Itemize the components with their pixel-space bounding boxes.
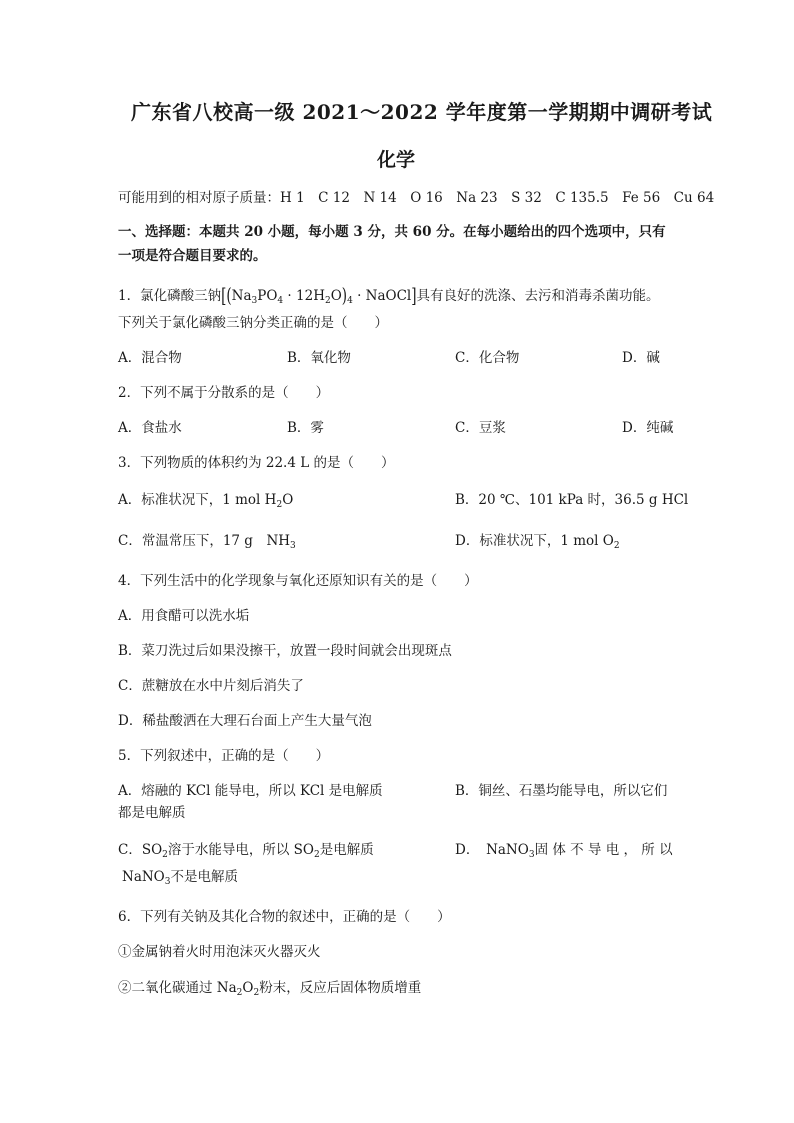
q3-option-d: D．标准状况下，1 mol $O_2$	[455, 533, 620, 551]
q2-option-b: B．雾	[287, 420, 324, 436]
question-4-stem: 4．下列生活中的化学现象与氧化还原知识有关的是（ ）	[118, 573, 478, 589]
q1-option-d: D．碱	[622, 350, 660, 366]
q1-stem-suffix: 具有良好的洗涤、去污和消毒杀菌功能。	[416, 288, 660, 304]
exam-title: 广东省八校高一级 2021～2022 学年度第一学期期中调研考试	[131, 100, 713, 124]
section1-instructions-line2: 一项是符合题目要求的。	[118, 248, 267, 264]
section1-instructions-line1: 一、选择题：本题共 20 小题，每小题 3 分，共 60 分。在每小题给出的四个选项中，只有	[118, 224, 666, 240]
q4-option-b: B．菜刀洗过后如果没擦干，放置一段时间就会出现斑点	[118, 643, 452, 659]
question-1-stem: 1．氯化磷酸三钠[$(Na_3PO_4 \cdot 12H_2O)_4$ · NaOCl]具有良好的洗涤、去污和消毒杀菌功能。	[118, 284, 660, 308]
q4-option-d: D．稀盐酸洒在大理石台面上产生大量气泡	[118, 713, 372, 729]
atomic-masses-line: 可能用到的相对原子质量：H 1 C 12 N 14 O 16 Na 23 S 32 C 135.5 Fe 56 Cu 64	[118, 190, 715, 206]
q3-option-c: C．常温常压下，17 g $NH_3$	[118, 533, 296, 551]
q5-option-d: D． NaNO$_3$固 体 不 导 电 ， 所 以	[455, 842, 673, 860]
q6-item-2: ②二氧化碳通过 $Na_2O_2$粉末，反应后固体物质增重	[118, 980, 422, 998]
q2-option-a: A．食盐水	[118, 420, 182, 436]
q4-option-a: A．用食醋可以洗水垢	[118, 608, 250, 624]
q5-option-a: A．熔融的 KCl 能导电，所以 KCl 是电解质	[118, 783, 383, 799]
question-5-stem: 5．下列叙述中，正确的是（ ）	[118, 748, 330, 764]
q5-option-b: B．铜丝、石墨均能导电，所以它们	[455, 783, 668, 799]
q1-stem-prefix: 1．氯化磷酸三钠	[118, 288, 222, 304]
q3-option-b: B．20 ℃、101 kPa 时，36.5 g HCl	[455, 492, 689, 508]
q1-option-b: B．氧化物	[287, 350, 351, 366]
question-3-stem: 3．下列物质的体积约为 22.4 L 的是（ ）	[118, 455, 395, 471]
q6-item-1: ①金属钠着火时用泡沫灭火器灭火	[118, 944, 321, 960]
q5-option-d-continued: NaNO$_3$不是电解质	[122, 869, 238, 887]
q5-option-c: C．$SO_2$溶于水能导电，所以 $SO_2$是电解质	[118, 842, 374, 860]
q3-option-a: A．标准状况下，1 mol $H_2O$	[118, 492, 294, 510]
q1-option-a: A．混合物	[118, 350, 182, 366]
q5-option-b-continued: 都是电解质	[118, 805, 186, 821]
q2-option-c: C．豆浆	[455, 420, 506, 436]
q1-formula: [(	[221, 284, 232, 308]
q2-option-d: D．纯碱	[622, 420, 674, 436]
subject-title: 化学	[377, 149, 416, 171]
question-1-stem-line2: 下列关于氯化磷酸三钠分类正确的是（ ）	[118, 315, 388, 331]
q4-option-c: C．蔗糖放在水中片刻后消失了	[118, 678, 304, 694]
q1-option-c: C．化合物	[455, 350, 520, 366]
question-2-stem: 2．下列不属于分散系的是（ ）	[118, 385, 330, 401]
question-6-stem: 6．下列有关钠及其化合物的叙述中，正确的是（ ）	[118, 909, 451, 925]
